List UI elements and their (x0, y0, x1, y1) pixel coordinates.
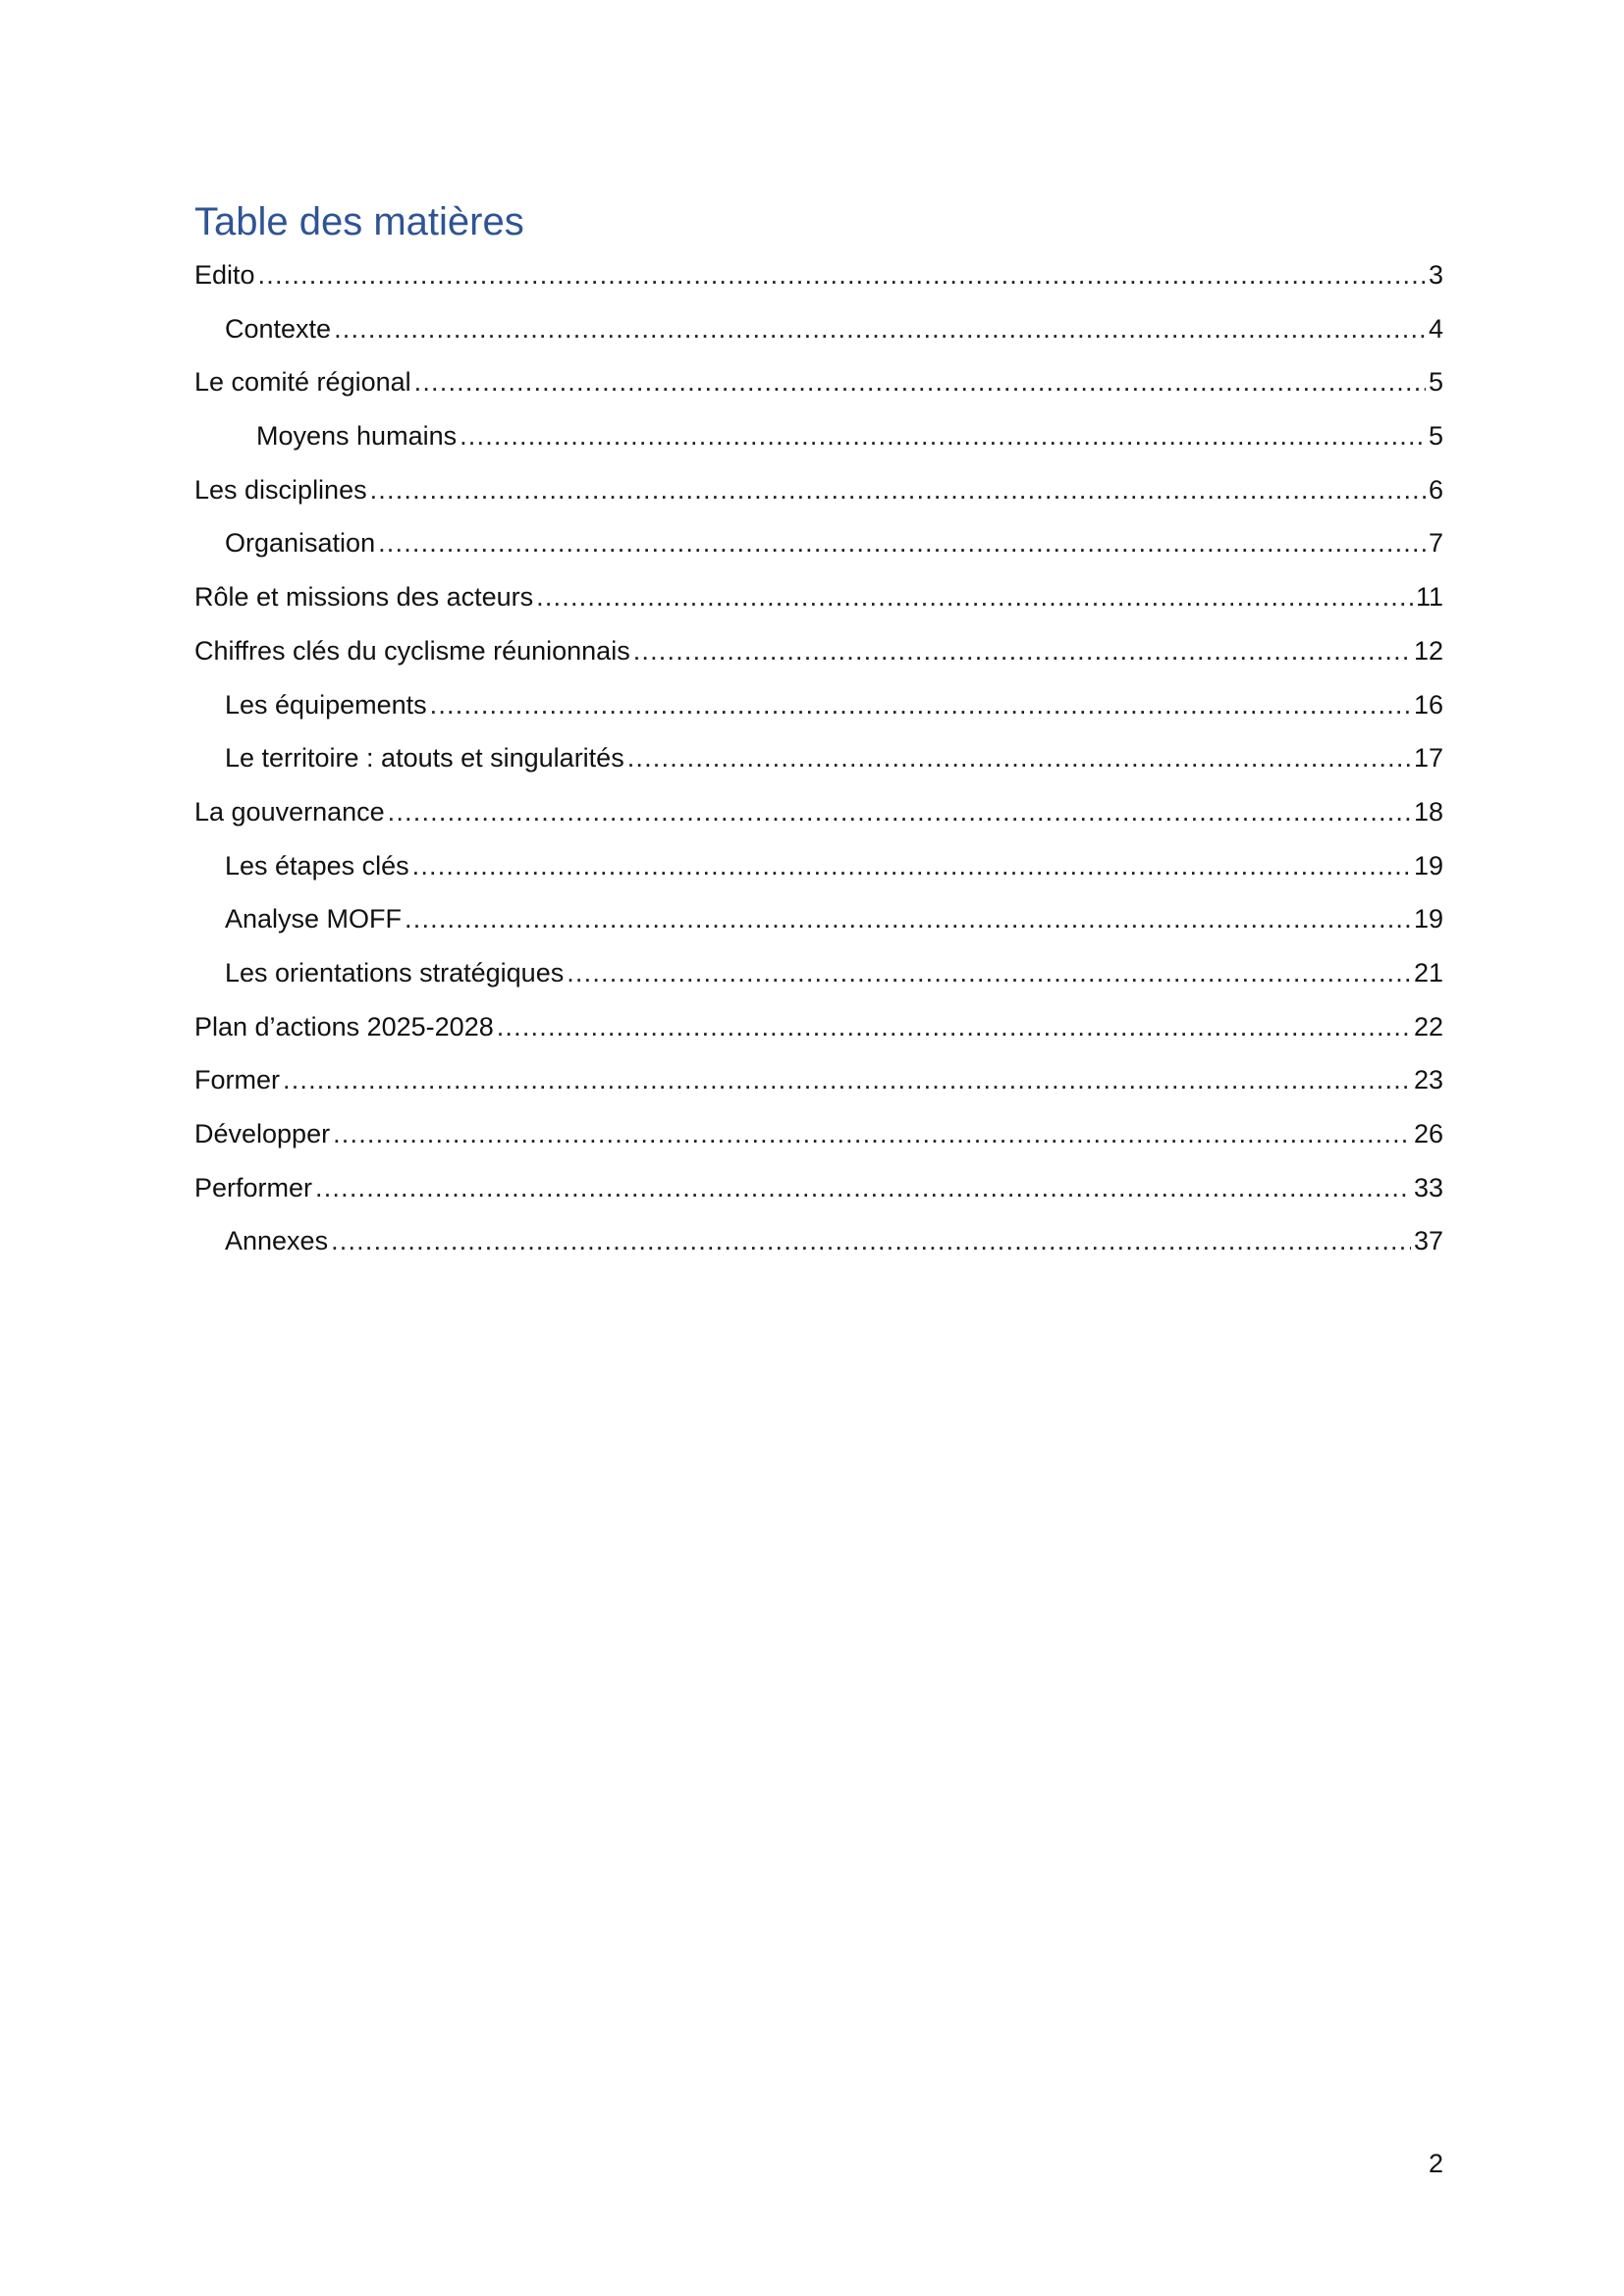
toc-entry-former[interactable] (194, 1053, 1443, 1107)
toc-entry-label: Plan d’actions 2025-2028 (194, 1011, 494, 1041)
toc-entry-territoire[interactable] (194, 731, 1443, 785)
dot-leader (388, 785, 1411, 839)
toc-entry-label: Les orientations stratégiques (225, 957, 565, 988)
toc-entry-comite-regional[interactable] (194, 355, 1443, 409)
toc-entry-label: Former (194, 1065, 280, 1095)
toc-entry-label: Développer (194, 1119, 331, 1148)
toc-entry-label: Les équipements (225, 689, 427, 720)
table-of-contents (194, 248, 1443, 1268)
toc-entry-label: Le comité régional (194, 367, 411, 398)
toc-entry-label: Annexes (225, 1226, 329, 1256)
dot-leader (460, 409, 1426, 463)
toc-entry-page: 3 (1428, 260, 1443, 290)
toc-entry-page: 16 (1413, 689, 1443, 720)
toc-entry-label: Moyens humains (256, 421, 458, 452)
toc-entry-etapes-cles[interactable] (194, 839, 1443, 893)
dot-leader (283, 1053, 1411, 1107)
toc-title: Table des matières (194, 200, 524, 243)
toc-entry-annexes[interactable] (194, 1214, 1443, 1268)
dot-leader (536, 570, 1413, 624)
page-number: 2 (1428, 2149, 1443, 2178)
toc-entry-label: Performer (194, 1172, 313, 1202)
toc-entry-analyse-moff[interactable] (194, 892, 1443, 946)
dot-leader (567, 946, 1411, 1000)
dot-leader (258, 248, 1426, 302)
dot-leader (414, 355, 1426, 409)
dot-leader (315, 1161, 1411, 1215)
dot-leader (331, 1214, 1411, 1268)
dot-leader (405, 892, 1411, 946)
toc-entry-gouvernance[interactable] (194, 785, 1443, 839)
toc-entry-chiffres-cles[interactable] (194, 624, 1443, 678)
toc-entry-page: 6 (1428, 474, 1443, 505)
toc-entry-page: 19 (1413, 850, 1443, 881)
toc-entry-label: Les étapes clés (225, 850, 409, 881)
toc-entry-disciplines[interactable] (194, 463, 1443, 517)
dot-leader (412, 839, 1411, 893)
toc-entry-page: 18 (1413, 796, 1443, 827)
toc-entry-developper[interactable] (194, 1107, 1443, 1161)
toc-entry-label: Les disciplines (194, 474, 367, 505)
toc-entry-orientations[interactable] (194, 946, 1443, 1000)
toc-entry-page: 23 (1413, 1065, 1443, 1095)
dot-leader (633, 624, 1411, 678)
toc-entry-performer[interactable] (194, 1161, 1443, 1215)
toc-entry-contexte[interactable] (194, 302, 1443, 356)
toc-entry-label: Analyse MOFF (225, 904, 403, 934)
toc-entry-label: Organisation (225, 528, 376, 559)
toc-entry-page: 5 (1428, 367, 1443, 398)
toc-entry-page: 22 (1413, 1011, 1443, 1041)
toc-entry-label: Contexte (225, 313, 332, 344)
toc-entry-page: 37 (1413, 1226, 1443, 1256)
toc-entry-page: 4 (1428, 313, 1443, 344)
toc-entry-role-missions[interactable] (194, 570, 1443, 624)
dot-leader (333, 1107, 1411, 1161)
toc-entry-label: Edito (194, 260, 255, 290)
toc-entry-edito[interactable] (194, 248, 1443, 302)
dot-leader (378, 516, 1426, 570)
toc-entry-label: Chiffres clés du cyclisme réunionnais (194, 635, 630, 666)
toc-entry-page: 11 (1415, 582, 1443, 613)
dot-leader (370, 463, 1426, 517)
dot-leader (627, 731, 1411, 785)
dot-leader (430, 678, 1411, 732)
toc-entry-page: 5 (1428, 421, 1443, 452)
toc-entry-page: 12 (1413, 635, 1443, 666)
toc-entry-label: La gouvernance (194, 796, 385, 827)
toc-entry-equipements[interactable] (194, 678, 1443, 732)
toc-entry-moyens-humains[interactable] (194, 409, 1443, 463)
toc-entry-page: 26 (1413, 1119, 1443, 1148)
toc-entry-label: Rôle et missions des acteurs (194, 582, 534, 613)
toc-entry-page: 21 (1413, 957, 1443, 988)
dot-leader (334, 302, 1426, 356)
toc-entry-plan-actions[interactable] (194, 1000, 1443, 1054)
toc-entry-page: 17 (1413, 743, 1443, 774)
toc-entry-page: 19 (1413, 904, 1443, 934)
toc-entry-organisation[interactable] (194, 516, 1443, 570)
toc-entry-label: Le territoire : atouts et singularités (225, 743, 624, 774)
dot-leader (497, 1000, 1411, 1054)
toc-entry-page: 33 (1413, 1172, 1443, 1202)
toc-entry-page: 7 (1428, 528, 1443, 559)
